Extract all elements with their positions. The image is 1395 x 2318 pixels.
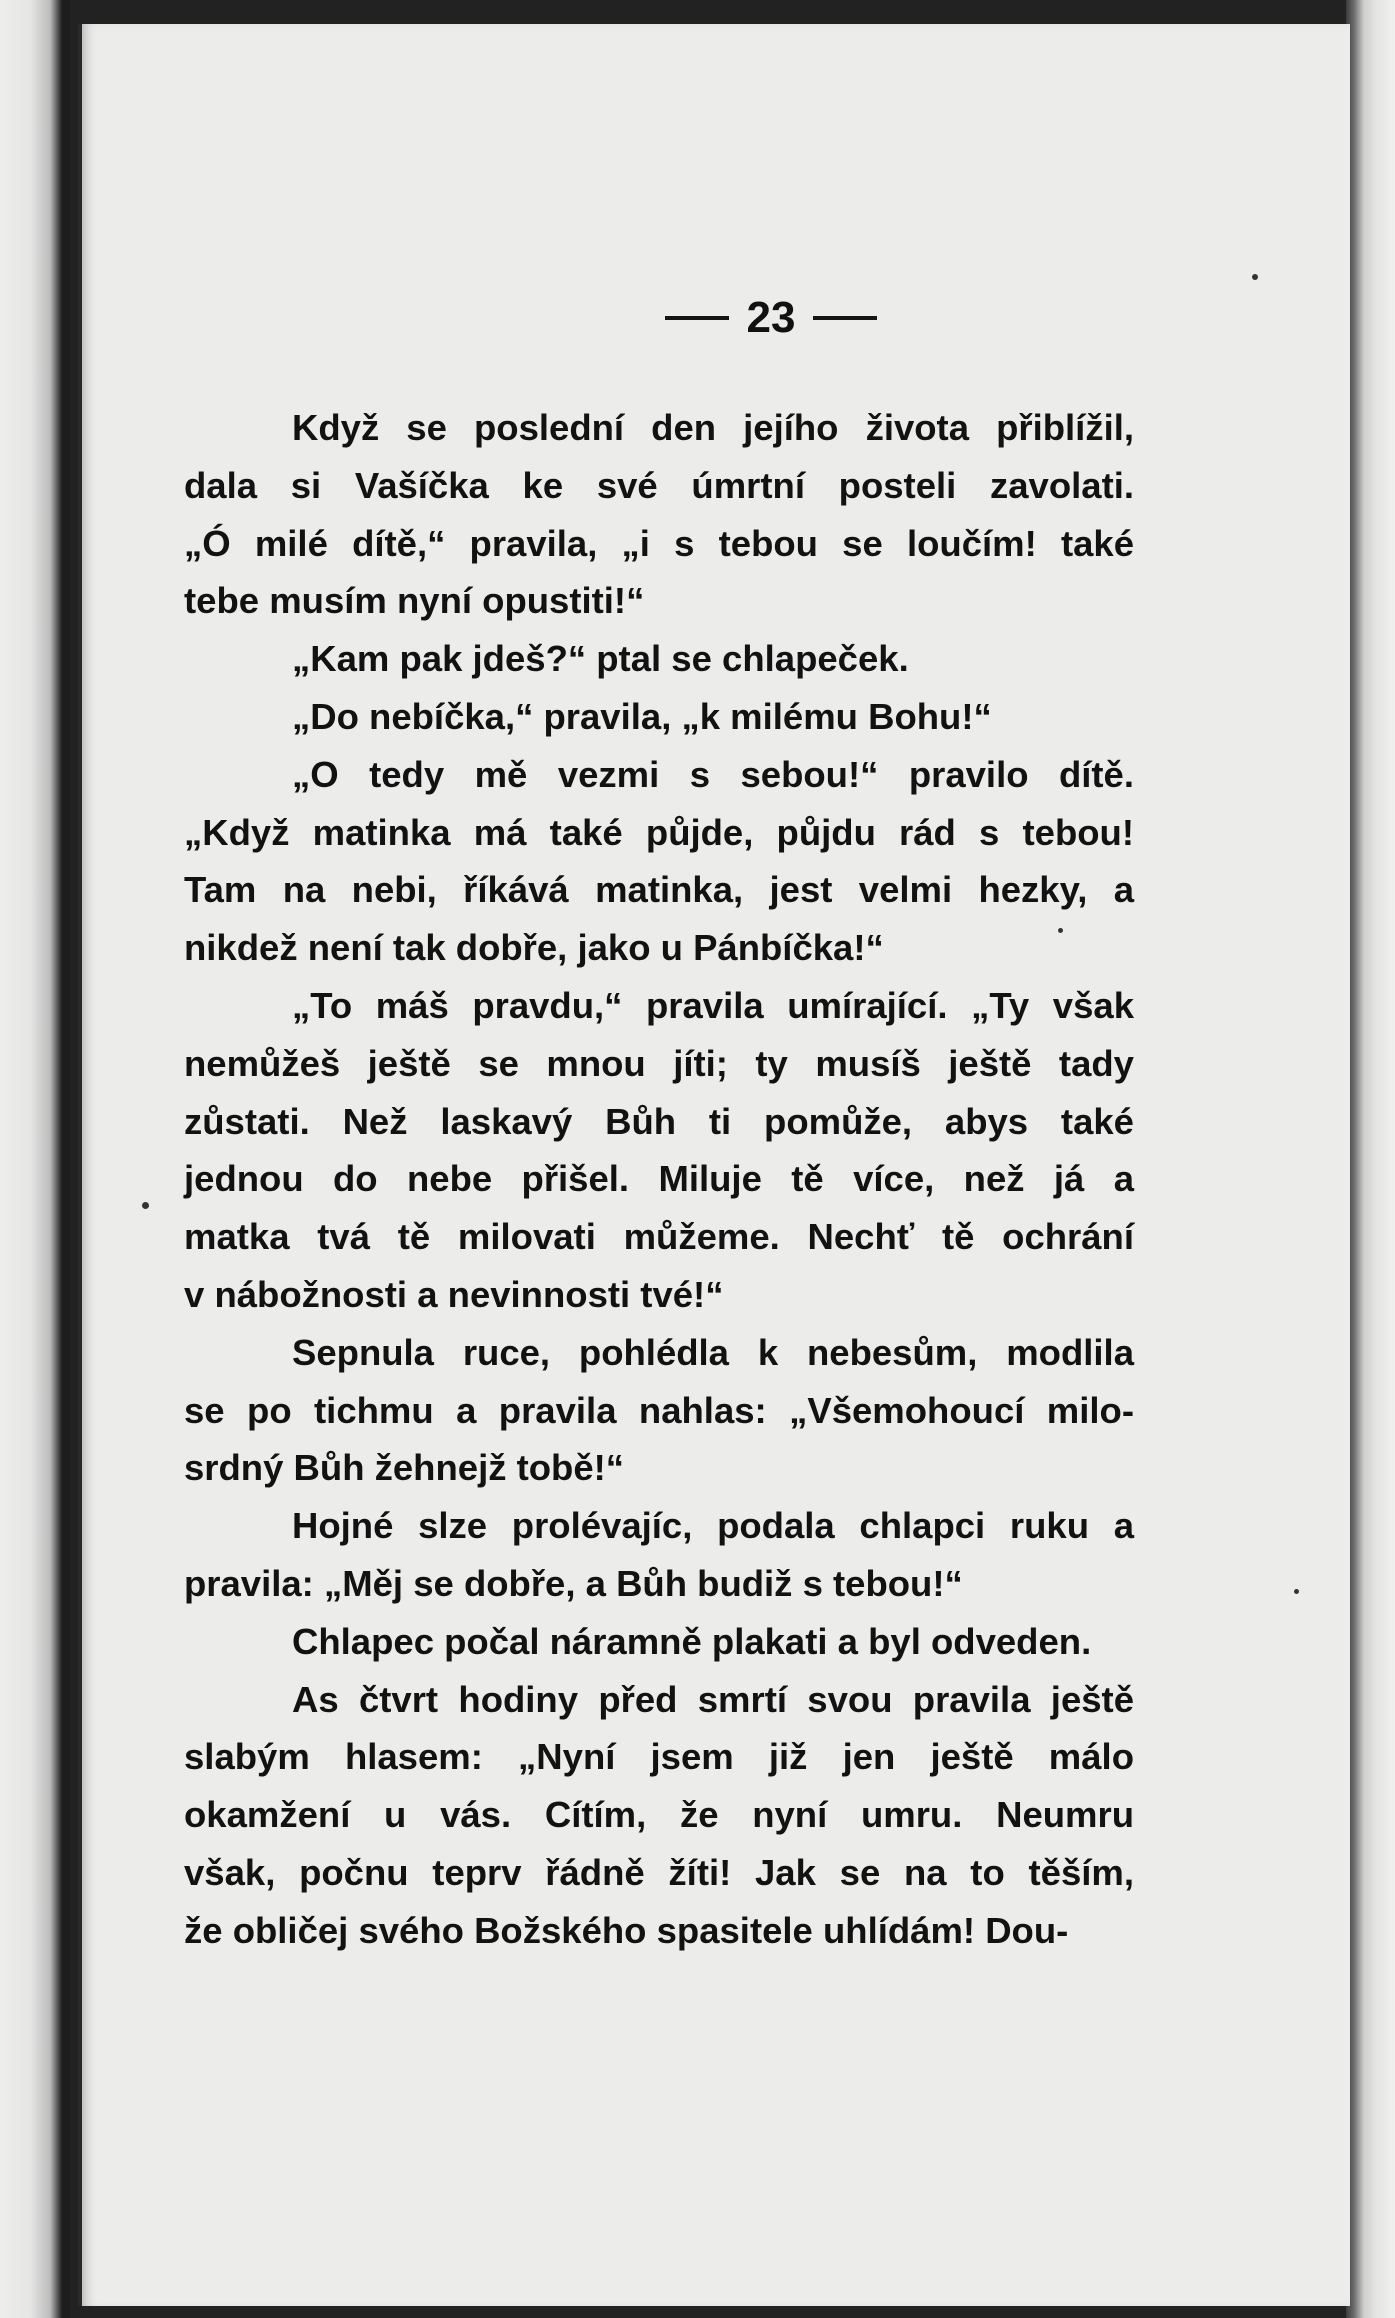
text-line: matka tvá tě milovati můžeme. Nechť tě ochrání <box>184 1216 1134 1258</box>
text-line: se po tichmu a pravila nahlas: „Všemohoucí milo- <box>184 1389 1134 1431</box>
text-line: slabým hlasem: „Nyní jsem již jen ještě málo <box>184 1736 1134 1778</box>
text-line: „To máš pravdu,“ pravila umírající. „Ty však <box>292 984 1134 1026</box>
print-speck <box>1058 928 1063 933</box>
left-page-edge <box>0 0 70 2318</box>
text-line: Tam na nebi, říkává matinka, jest velmi hezky, a <box>184 869 1134 911</box>
text-line: „Když matinka má také půjde, půjdu rád s tebou! <box>184 811 1134 853</box>
text-line: Chlapec počal náramně plakati a byl odveden. <box>292 1620 1092 1662</box>
text-line: pravila: „Měj se dobře, a Bůh budiž s tebou!“ <box>184 1562 963 1604</box>
header-rule-right <box>813 316 877 320</box>
text-line: že obličej svého Božského spasitele uhlídám! Dou- <box>184 1909 1069 1951</box>
body-text <box>184 399 1134 1960</box>
text-line: srdný Bůh žehnejž tobě!“ <box>184 1447 625 1489</box>
text-line: však, počnu teprv řádně žíti! Jak se na to těším, <box>184 1851 1134 1893</box>
text-line: jednou do nebe přišel. Miluje tě více, než já a <box>184 1158 1134 1200</box>
text-line: nikdež není tak dobře, jako u Pánbíčka!“ <box>184 927 884 969</box>
print-speck <box>1252 274 1258 280</box>
text-line: Když se poslední den jejího života přiblížil, <box>292 407 1134 448</box>
text-line: okamžení u vás. Cítím, že nyní umru. Neumru <box>184 1794 1134 1836</box>
page-header <box>82 288 1350 348</box>
text-line: Sepnula ruce, pohlédla k nebesům, modlila <box>292 1331 1134 1373</box>
header-rule-left <box>665 316 729 320</box>
text-line: dala si Vašíčka ke své úmrtní posteli zavolati. <box>184 464 1134 506</box>
text-line: As čtvrt hodiny před smrtí svou pravila ještě <box>292 1678 1134 1720</box>
right-page-edge <box>1346 0 1395 2318</box>
book-page <box>78 24 1350 2306</box>
text-line: „Do nebíčka,“ pravila, „k milému Bohu!“ <box>292 695 992 737</box>
print-speck <box>142 1202 149 1209</box>
text-line: „O tedy mě vezmi s sebou!“ pravilo dítě. <box>292 753 1134 795</box>
print-speck <box>1294 1589 1299 1594</box>
text-line: „Ó milé dítě,“ pravila, „i s tebou se loučím! také <box>184 522 1134 564</box>
text-line: Hojné slze prolévajíc, podala chlapci ruku a <box>292 1505 1134 1547</box>
text-line: tebe musím nyní opustiti!“ <box>184 580 645 622</box>
text-line: zůstati. Než laskavý Bůh ti pomůže, abys také <box>184 1100 1134 1142</box>
text-line: nemůžeš ještě se mnou jíti; ty musíš ještě tady <box>184 1042 1134 1084</box>
text-line: v nábožnosti a nevinnosti tvé!“ <box>184 1273 724 1315</box>
text-line: „Kam pak jdeš?“ ptal se chlapeček. <box>292 638 909 680</box>
page-number: 23 <box>746 293 796 342</box>
